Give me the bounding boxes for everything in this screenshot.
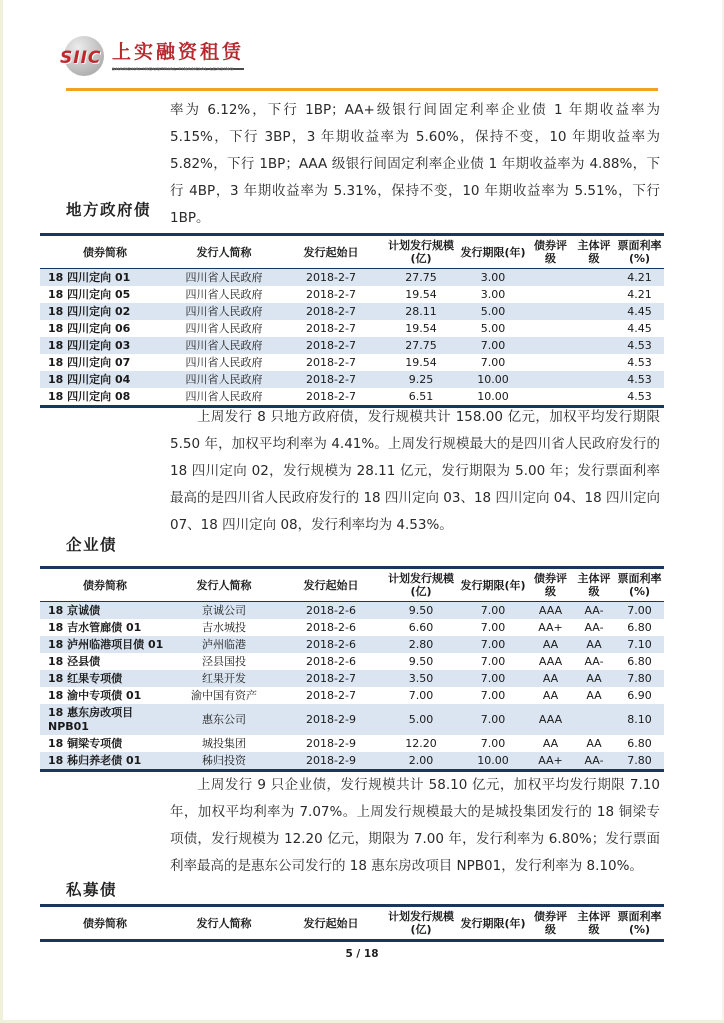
column-header: 债券评级 xyxy=(534,239,567,265)
header-accent-rule xyxy=(66,88,658,91)
corporate-bond-table xyxy=(40,566,664,772)
section-title-local-gov-bonds: 地方政府债 xyxy=(66,201,152,219)
table-cell: 18 惠东房改项目 NPB01 xyxy=(48,705,134,733)
table-cell: 4.53 xyxy=(627,372,652,386)
column-header: 债券简称 xyxy=(83,916,127,930)
column-header: 债券简称 xyxy=(83,578,127,592)
table-cell: AA- xyxy=(584,753,604,767)
table-row xyxy=(40,653,664,670)
table-cell: 9.50 xyxy=(408,654,434,668)
private-bond-table xyxy=(40,904,664,942)
table-cell xyxy=(528,269,573,287)
table-cell: 19.54 xyxy=(405,355,437,369)
table-cell: 2018-2-7 xyxy=(306,270,356,284)
logo-company-name-en: SHANGHAI INDUSTRIAL FINANCIAL LEASING xyxy=(112,67,234,73)
table-cell: 7.00 xyxy=(480,637,506,651)
table-cell: 28.11 xyxy=(405,304,437,318)
table-cell: 四川省人民政府 xyxy=(185,355,263,369)
table-cell: 27.75 xyxy=(405,338,437,352)
table-cell: 四川省人民政府 xyxy=(185,321,263,335)
table-row xyxy=(40,687,664,704)
table-cell: 27.75 xyxy=(405,270,437,284)
table-cell: 四川省人民政府 xyxy=(185,287,263,301)
table-cell: 7.80 xyxy=(627,671,652,685)
table-cell: 7.00 xyxy=(480,338,506,352)
table-cell: 18 京诚债 xyxy=(48,603,101,617)
table-cell xyxy=(573,337,615,354)
table-cell: 18 四川定向 03 xyxy=(48,338,131,352)
column-header: 票面利率(%) xyxy=(617,572,662,598)
table-cell: 18 吉水管廊债 01 xyxy=(48,620,142,634)
table-row xyxy=(40,354,664,371)
table-cell: 4.21 xyxy=(627,270,652,284)
table-cell: 7.00 xyxy=(480,712,506,726)
table-row xyxy=(40,704,664,735)
table-row xyxy=(40,602,664,620)
table-cell xyxy=(528,320,573,337)
table-cell: 6.80 xyxy=(627,736,652,750)
table-cell: 2018-2-6 xyxy=(306,654,356,668)
column-header: 债券评级 xyxy=(534,910,567,936)
table-cell: 城投集团 xyxy=(202,736,246,750)
table-cell: AA+ xyxy=(538,753,563,767)
table-cell: AAA xyxy=(538,654,563,668)
footer-page-number: 5 / 18 xyxy=(345,948,379,960)
table-cell: 2018-2-7 xyxy=(306,338,356,352)
table-cell: 泾县国投 xyxy=(202,654,246,668)
table-cell: 吉水城投 xyxy=(202,620,246,634)
table-cell xyxy=(528,337,573,354)
table-cell: 4.53 xyxy=(627,389,652,403)
table-row xyxy=(40,286,664,303)
column-header: 债券简称 xyxy=(83,245,127,259)
table-cell: 2018-2-7 xyxy=(306,321,356,335)
table-row xyxy=(40,371,664,388)
table-row xyxy=(40,320,664,337)
table-cell: 2018-2-7 xyxy=(306,304,356,318)
table-cell: 10.00 xyxy=(477,389,509,403)
table-cell: 惠东公司 xyxy=(202,712,246,726)
table-cell xyxy=(528,286,573,303)
table-cell: 18 四川定向 05 xyxy=(48,287,131,301)
table-cell: 2018-2-9 xyxy=(306,753,356,767)
table-cell: 7.00 xyxy=(480,355,506,369)
table-cell xyxy=(573,286,615,303)
table-cell: 7.00 xyxy=(480,620,506,634)
table-header-row xyxy=(40,235,664,269)
table-cell: 4.45 xyxy=(627,321,652,335)
table-cell: AAA xyxy=(538,712,563,726)
table-cell: 10.00 xyxy=(477,372,509,386)
page-edge-tint-left xyxy=(0,0,3,1023)
table-header-row xyxy=(40,568,664,602)
table-cell: 7.10 xyxy=(627,637,652,651)
table-cell xyxy=(528,303,573,320)
table-cell: 2018-2-9 xyxy=(306,736,356,750)
table-cell: AA xyxy=(586,736,602,750)
column-header: 发行人简称 xyxy=(196,916,252,930)
table-cell: 4.53 xyxy=(627,355,652,369)
local-gov-summary-paragraph: 上周发行 8 只地方政府债，发行规模共计 158.00 亿元，加权平均发行期限 5.50 年，加权平均利率为 4.41%。上周发行规模最大的是四川省人民政府发行的 18 四川定向 02，发行规模为 28.11 亿元，发行期限为 5.00 年；发行票面利率最高的是四川省人民政府发行的 18 四川定向 03、18 四川定向 04、18 四川定向 07、18 四川定向 08，发行利率均为 4.53%。 xyxy=(170,409,660,533)
table-cell: 18 渝中专项债 01 xyxy=(48,688,142,702)
table-cell: 5.00 xyxy=(480,321,506,335)
table-cell: AA xyxy=(542,736,559,750)
table-cell: AA- xyxy=(584,620,604,634)
table-cell: 3.00 xyxy=(480,287,506,301)
column-header: 发行起始日 xyxy=(303,578,359,592)
table-cell: 7.00 xyxy=(627,603,652,617)
table-cell: 19.54 xyxy=(405,321,437,335)
table-cell: 5.00 xyxy=(408,712,434,726)
table-cell: AA xyxy=(542,637,559,651)
column-header: 计划发行规模(亿) xyxy=(388,239,454,265)
table-cell: 2018-2-6 xyxy=(306,637,356,651)
table-cell: 2.80 xyxy=(408,637,434,651)
table-cell: 7.00 xyxy=(480,654,506,668)
table-cell: 9.25 xyxy=(408,372,434,386)
table-cell: 6.51 xyxy=(408,389,434,403)
table-cell: 10.00 xyxy=(477,753,509,767)
table-cell: AA xyxy=(586,688,602,702)
column-header: 发行人简称 xyxy=(196,578,252,592)
table-row xyxy=(40,337,664,354)
table-cell xyxy=(528,371,573,388)
column-header: 发行人简称 xyxy=(196,245,252,259)
table-cell: 18 四川定向 02 xyxy=(48,304,131,318)
table-cell: 3.00 xyxy=(480,270,506,284)
table-cell xyxy=(573,269,615,287)
column-header: 发行期限(年) xyxy=(460,916,526,930)
intro-paragraph: 率为 6.12%，下行 1BP；AA+级银行间固定利率企业债 1 年期收益率为 5.15%，下行 3BP，3 年期收益率为 5.60%，保持不变，10 年期收益率为 5.82%，下行 1BP；AAA 级银行间固定利率企业债 1 年期收益率为 4.88%，下行 4BP，3 年期收益率为 5.31%，保持不变，10 年期收益率为 5.51%，下行 1BP。 xyxy=(170,102,660,226)
column-header: 发行期限(年) xyxy=(460,245,526,259)
table-cell: 泸州临港 xyxy=(202,637,246,651)
table-cell: 3.50 xyxy=(408,671,434,685)
table-cell: AA xyxy=(542,671,559,685)
table-cell: 12.20 xyxy=(405,736,437,750)
section-title-private-bonds: 私募债 xyxy=(66,881,118,899)
table-cell: 2.00 xyxy=(408,753,434,767)
column-header: 主体评级 xyxy=(577,572,611,598)
column-header: 票面利率(%) xyxy=(617,910,662,936)
table-cell: 18 四川定向 04 xyxy=(48,372,131,386)
table-row xyxy=(40,636,664,653)
table-cell: AA- xyxy=(584,603,604,617)
table-cell: 4.53 xyxy=(627,338,652,352)
table-cell: AA xyxy=(542,688,559,702)
table-cell: 四川省人民政府 xyxy=(185,270,263,284)
table-cell: 7.80 xyxy=(627,753,652,767)
table-cell: 6.80 xyxy=(627,654,652,668)
corporate-summary-paragraph: 上周发行 9 只企业债，发行规模共计 58.10 亿元，加权平均发行期限 7.10 年，加权平均利率为 7.07%。上周发行规模最大的是城投集团发行的 18 铜梁专项债，发行规模为 12.20 亿元，期限为 7.00 年，发行利率为 6.80%；发行票面利率最高的是惠东公司发行的 18 惠东房改项目 NPB01，发行利率为 8.10%。 xyxy=(170,777,660,874)
table-cell: 2018-2-7 xyxy=(306,688,356,702)
table-cell: 19.54 xyxy=(405,287,437,301)
table-cell: 四川省人民政府 xyxy=(185,372,263,386)
table-cell: 6.80 xyxy=(627,620,652,634)
table-cell: 7.00 xyxy=(408,688,434,702)
table-cell: 18 四川定向 08 xyxy=(48,389,131,403)
table-cell: AA xyxy=(586,671,602,685)
table-row xyxy=(40,670,664,687)
column-header: 计划发行规模(亿) xyxy=(388,572,454,598)
table-cell: AAA xyxy=(538,603,563,617)
column-header: 主体评级 xyxy=(577,910,611,936)
table-cell xyxy=(573,354,615,371)
table-cell: 9.50 xyxy=(408,603,434,617)
table-cell xyxy=(573,303,615,320)
column-header: 发行期限(年) xyxy=(460,578,526,592)
table-cell: AA- xyxy=(584,654,604,668)
table-cell xyxy=(573,320,615,337)
column-header: 计划发行规模(亿) xyxy=(388,910,454,936)
table-cell: 18 四川定向 06 xyxy=(48,321,131,335)
column-header: 债券评级 xyxy=(534,572,567,598)
table-cell: 2018-2-6 xyxy=(306,603,356,617)
table-cell: AA+ xyxy=(538,620,563,634)
table-cell: 2018-2-7 xyxy=(306,355,356,369)
logo-abbr: SIIC xyxy=(60,48,102,68)
table-row xyxy=(40,303,664,320)
table-cell: 7.00 xyxy=(480,688,506,702)
table-cell: 18 四川定向 01 xyxy=(48,270,131,284)
table-cell: 18 四川定向 07 xyxy=(48,355,131,369)
logo-company-name-cn: 上实融资租赁 xyxy=(112,37,244,70)
table-cell: 2018-2-7 xyxy=(306,671,356,685)
table-cell: 秭归投资 xyxy=(202,753,246,767)
local-gov-bond-table xyxy=(40,233,664,408)
table-cell: 2018-2-6 xyxy=(306,620,356,634)
table-cell: 18 铜梁专项债 xyxy=(48,736,123,750)
table-cell: 渝中国有资产 xyxy=(191,688,257,702)
table-cell: 5.00 xyxy=(480,304,506,318)
table-cell: 京诚公司 xyxy=(202,603,246,617)
column-header: 票面利率(%) xyxy=(617,239,662,265)
table-cell: 18 秭归养老债 01 xyxy=(48,753,142,767)
table-cell: 4.45 xyxy=(627,304,652,318)
column-header: 发行起始日 xyxy=(303,245,359,259)
table-cell: 7.00 xyxy=(480,736,506,750)
table-cell xyxy=(528,354,573,371)
column-header: 发行起始日 xyxy=(303,916,359,930)
column-header: 主体评级 xyxy=(577,239,611,265)
table-cell: 2018-2-7 xyxy=(306,372,356,386)
table-row xyxy=(40,752,664,771)
table-cell: 6.90 xyxy=(627,688,652,702)
table-header-row xyxy=(40,906,664,941)
table-cell: 四川省人民政府 xyxy=(185,338,263,352)
table-cell: 2018-2-9 xyxy=(306,712,356,726)
section-title-corporate-bonds: 企业债 xyxy=(66,536,118,554)
table-cell: 18 红果专项债 xyxy=(48,671,123,685)
table-row xyxy=(40,735,664,752)
table-cell: 2018-2-7 xyxy=(306,389,356,403)
table-cell xyxy=(573,704,615,735)
table-row xyxy=(40,619,664,636)
table-row xyxy=(40,269,664,287)
table-cell: 红果开发 xyxy=(202,671,246,685)
table-cell xyxy=(573,371,615,388)
table-cell: 7.00 xyxy=(480,603,506,617)
table-cell: 18 泸州临港项目债 01 xyxy=(48,637,164,651)
table-cell: 7.00 xyxy=(480,671,506,685)
table-cell: 4.21 xyxy=(627,287,652,301)
table-cell: 8.10 xyxy=(627,712,652,726)
table-cell: 6.60 xyxy=(408,620,434,634)
table-cell: 四川省人民政府 xyxy=(185,389,263,403)
table-cell: 四川省人民政府 xyxy=(185,304,263,318)
table-cell: AA xyxy=(586,637,602,651)
table-cell: 2018-2-7 xyxy=(306,287,356,301)
table-cell: 18 泾县债 xyxy=(48,654,101,668)
